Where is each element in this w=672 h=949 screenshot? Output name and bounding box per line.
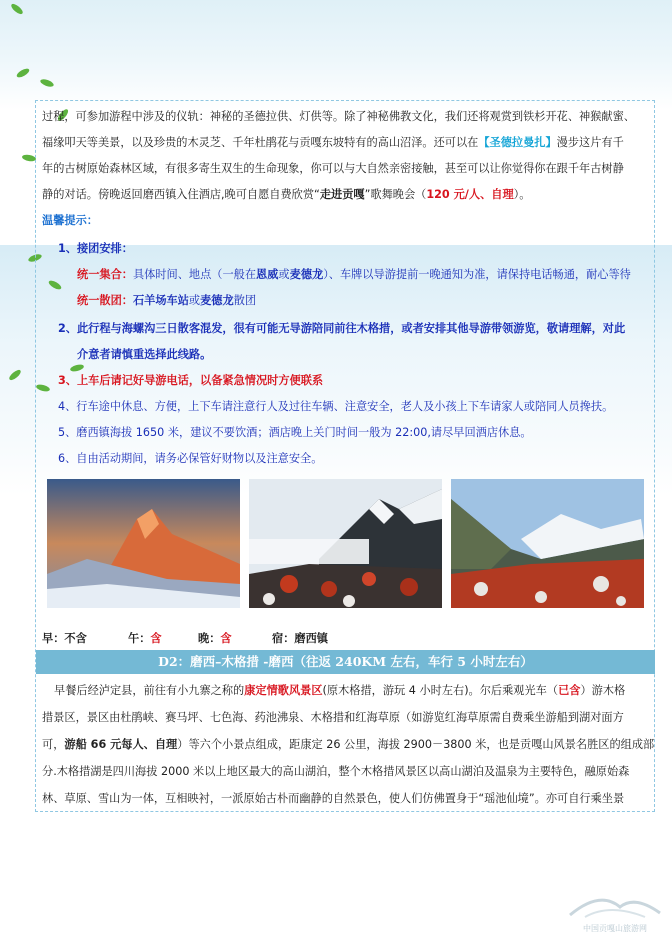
logo-text: 中国贡嘎山旅游网: [583, 924, 647, 933]
assembly-text-b: ）、车牌以导游提前一晚通知为准，请保持电话畅通，耐心等待: [323, 268, 631, 281]
day2-line3: [42, 738, 654, 752]
dispersal-place-1: 石羊场车站: [132, 294, 189, 307]
para1-line4-c: ）。: [513, 188, 531, 201]
dispersal-or: 或: [188, 294, 201, 307]
assembly-place-2: 麦德龙: [289, 268, 324, 281]
tips-item1-sub1: [77, 268, 653, 282]
meal-stay: [272, 632, 328, 646]
photo-valley-red-rocks: [451, 479, 644, 608]
tips-heading: 温馨提示：: [42, 214, 98, 227]
top-background: [0, 0, 672, 110]
tips-item1-sub2: [77, 294, 256, 308]
photo-sunset-mountain: [47, 479, 240, 608]
assembly-or: 或: [278, 268, 290, 281]
stay-value: 磨西镇: [294, 632, 328, 645]
dinner-value: 含: [220, 632, 232, 645]
para1-line2: [42, 136, 624, 150]
tips-item6: 6、自由活动期间，请务必保管好财物以及注意安全。: [58, 452, 323, 465]
day2-line1-b: (原木格措，游玩 4 小时左右)。尔后乘观光车（: [322, 684, 559, 697]
tips-item5: 5、磨西镇海拔 1650 米，建议不要饮酒；酒店晚上关门时间一般为 22:00,请尽早回酒店休息。: [58, 426, 532, 439]
day2-line2: 措景区，景区由杜鹃峡、赛马坪、七色海、药池沸泉、木格措和红海草原（如游览红海草原需自费乘坐游船到湖对面方: [42, 711, 624, 724]
dispersal-place-2: 麦德龙: [200, 294, 234, 307]
lunch-label: 午：: [128, 632, 151, 645]
day2-line3-b: ）等六个小景点组成，距康定 26 公里，海拔 2900－3800 米，也是贡嘎山风景名胜区的组成部: [177, 738, 655, 751]
assembly-place-1: 恩威: [256, 268, 279, 281]
mountain-logo-icon: [560, 885, 670, 925]
day2-line4: 分.木格措湖是四川海拔 2000 米以上地区最大的高山湖泊，整个木格措风景区以高山湖泊及温泉为主要特色，融原始森: [42, 765, 630, 778]
tips-item4: 4、行车途中休息、方便，上下车请注意行人及过往车辆、注意安全，老人及小孩上下车请家人或陪同人员搀扶。: [58, 400, 614, 413]
day2-header-bar: [36, 650, 655, 674]
para1-line3: 年的古树原始森林区域，有很多寄生双生的生命现象，你可以与大自然亲密接触，甚至可以让你觉得你在跟千年古树静: [42, 162, 624, 175]
photo-snow-peak-red-rocks: [249, 479, 442, 608]
meal-breakfast: [42, 632, 87, 646]
assembly-label: 统一集合：: [77, 268, 133, 281]
day2-line1-c: ）游木格: [580, 684, 626, 697]
site-logo: [560, 885, 670, 945]
day2-line1-a: 早餐后经泸定县，前往有小九寨之称的: [54, 684, 245, 697]
tips-item2-line1: 2、此行程与海螺沟三日散客混发，很有可能无导游陪同前往木格措，或者安排其他导游带领游览，敬请理解，对此: [58, 322, 626, 335]
show-name: 走进贡嘎: [319, 188, 365, 201]
boat-price: 游船 66 元每人、自理: [64, 738, 178, 751]
show-price: 120 元/人、自理: [426, 188, 514, 201]
para1-line2-text: 福缘叩天等美景，以及珍贵的木灵芝、千年杜鹃花与贡嘎东坡特有的高山沼泽。还可以在: [42, 136, 479, 149]
day2-title: D2：磨西–木格措 -磨西（往返 240KM 左右，车行 5 小时左右）: [158, 654, 533, 669]
para1-line2-end: 漫步这片有千: [556, 136, 624, 149]
included-badge: 已含: [558, 684, 581, 697]
para1-line4: [42, 188, 530, 202]
meal-dinner: [198, 632, 232, 646]
lunch-value: 含: [150, 632, 162, 645]
scenic-area-name: 康定情歌风景区: [244, 684, 323, 697]
stay-label: 宿：: [272, 632, 295, 645]
day2-line1: [54, 684, 625, 698]
tips-item1-title: 1、接团安排：: [58, 242, 133, 255]
para1-line1: 过程，可参加游程中涉及的仪轨：神秘的圣德拉供、灯供等。除了神秘佛教文化，我们还将观赏到铁杉开花、神猴献蜜、: [42, 110, 635, 123]
para1-line4-b: ”歌舞晚会（: [364, 188, 427, 201]
day2-line3-a: 可，: [42, 738, 65, 751]
dinner-label: 晚：: [198, 632, 221, 645]
dispersal-label: 统一散团：: [77, 294, 133, 307]
dispersal-text: 散团: [233, 294, 257, 307]
day2-line5: 林、草原、雪山为一体，互相映衬，一派原始古朴而幽静的自然景色，使人们仿佛置身于“瑶池仙境”。亦可自行乘坐景: [42, 792, 625, 805]
breakfast-label: 早：: [42, 632, 65, 645]
highlight-place: 【圣德拉曼扎】: [478, 136, 557, 149]
tips-item2-line2: 介意者请慎重选择此线路。: [77, 348, 212, 361]
para1-line4-a: 静的对话。傍晚返回磨西镇入住酒店,晚可自愿自费欣赏“: [42, 188, 320, 201]
meal-lunch: [128, 632, 162, 646]
breakfast-value: 不含: [64, 632, 87, 645]
assembly-text-a: 具体时间、地点（一般在: [132, 268, 257, 281]
tips-item3: 3、上车后请记好导游电话，以备紧急情况时方便联系: [58, 374, 324, 387]
